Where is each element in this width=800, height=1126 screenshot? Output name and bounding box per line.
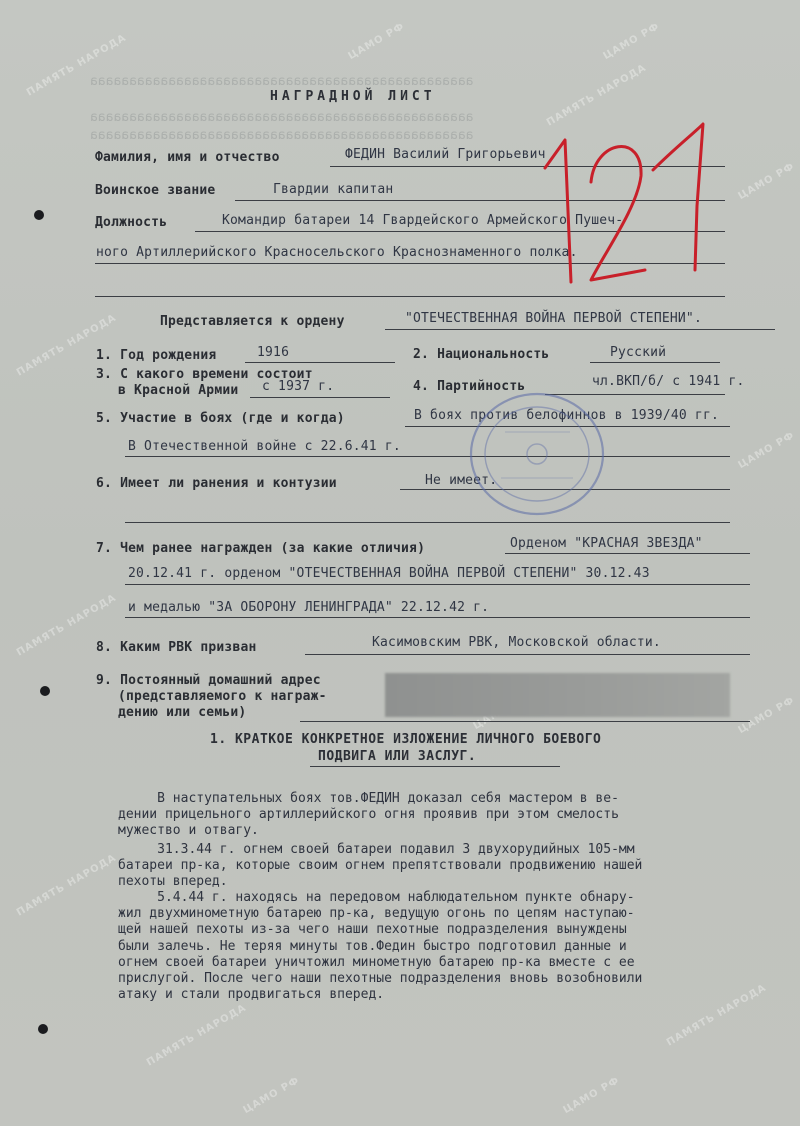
underline	[300, 721, 750, 722]
bleed-through-text: ааааааааааааааааааааааааааааааааааааааааааааааааа	[90, 110, 474, 125]
bleed-through-text: ааааааааааааааааааааааааааааааааааааааааааааааааа	[90, 74, 474, 89]
position-label: Должность	[95, 215, 168, 230]
underline	[305, 654, 750, 655]
watermark: ЦАМО РФ	[346, 20, 407, 63]
underline	[125, 617, 750, 618]
underline	[590, 362, 720, 363]
army-label-1: 3. С какого времени состоит	[96, 367, 313, 382]
battles-value-2: В Отечественной войне с 22.6.41 г.	[128, 439, 401, 454]
nationality-label: 2. Национальность	[413, 347, 550, 362]
underline	[310, 766, 560, 767]
watermark: ПАМЯТЬ НАРОДА	[544, 62, 649, 129]
watermark: ПАМЯТЬ НАРОДА	[664, 982, 769, 1049]
position-value-1: Командир батареи 14 Гвардейского Армейского Пушеч-	[222, 213, 624, 228]
underline	[385, 329, 775, 330]
section-heading-2: ПОДВИГА ИЛИ ЗАСЛУГ.	[318, 749, 477, 764]
order-label: Представляется к ордену	[160, 314, 345, 329]
name-value: ФЕДИН Василий Григорьевич	[345, 147, 546, 162]
party-label: 4. Партийность	[413, 379, 526, 394]
narrative-paragraph-2: 31.3.44 г. огнем своей батареи подавил 3 двухорудийных 105-мм батареи пр-ка, которые своим огнем препятствовали продвижению нашей пехоты вперед.	[118, 842, 643, 890]
underline	[95, 296, 725, 297]
awards-value-1: Орденом "КРАСНАЯ ЗВЕЗДА"	[510, 536, 703, 551]
name-label: Фамилия, имя и отчество	[95, 150, 280, 165]
address-label-3: дению или семьи)	[118, 705, 247, 720]
punch-hole	[40, 686, 50, 696]
army-label-2: в Красной Армии	[118, 383, 239, 398]
underline	[125, 522, 730, 523]
underline	[505, 553, 750, 554]
round-stamp	[465, 392, 615, 522]
battles-label: 5. Участие в боях (где и когда)	[96, 411, 345, 426]
narrative-paragraph-1: В наступательных боях тов.ФЕДИН доказал себя мастером в ве- дении прицельного артиллерийского огня проявив при этом смелость мужество и отвагу.	[118, 791, 619, 839]
watermark: ЦАМО РФ	[736, 429, 797, 472]
address-label-2: (представляемого к награж-	[118, 689, 327, 704]
order-value: "ОТЕЧЕСТВЕННАЯ ВОЙНА ПЕРВОЙ СТЕПЕНИ".	[405, 311, 702, 326]
party-value: чл.ВКП/б/ с 1941 г.	[592, 374, 745, 389]
watermark: ЦАМО РФ	[561, 1074, 622, 1117]
awards-value-3: и медалью "ЗА ОБОРОНУ ЛЕНИНГРАДА" 22.12.42 г.	[128, 600, 490, 615]
rvk-label: 8. Каким РВК призван	[96, 640, 257, 655]
section-heading-1: 1. КРАТКОЕ КОНКРЕТНОЕ ИЗЛОЖЕНИЕ ЛИЧНОГО БОЕВОГО	[210, 732, 602, 747]
underline	[125, 456, 730, 457]
position-value-2: ного Артиллерийского Красносельского Краснознаменного полка.	[96, 245, 578, 260]
rvk-value: Касимовским РВК, Московской области.	[372, 635, 661, 650]
underline	[250, 397, 390, 398]
handwritten-number	[525, 110, 725, 290]
watermark: ЦАМО РФ	[736, 160, 797, 203]
awards-label: 7. Чем ранее награжден (за какие отличия)	[96, 541, 426, 556]
narrative-paragraph-3: 5.4.44 г. находясь на передовом наблюдательном пункте обнару- жил двухминометную батарею пр-ка, ведущую огонь по цепям наступаю- щей нашей пехоты из-за чего наши пехотные подразделения вынуждены были залечь. Не теряя минуты тов.Федин быстро подготовил данные и огнем своей батареи уничтожил минометную батарею пр-ка вместе с ее прислугой. После чего наши пехотные подразделения вновь возобновили атаку и стали продвигаться вперед.	[118, 890, 643, 1003]
redacted-address	[385, 673, 730, 717]
birth-value: 1916	[257, 345, 290, 360]
watermark: ЦАМО РФ	[736, 694, 797, 737]
punch-hole	[38, 1024, 48, 1034]
birth-label: 1. Год рождения	[96, 348, 217, 363]
underline	[125, 584, 750, 585]
rank-label: Воинское звание	[95, 183, 216, 198]
watermark: ПАМЯТЬ НАРОДА	[24, 32, 129, 99]
punch-hole	[34, 210, 44, 220]
bleed-through-text: ааааааааааааааааааааааааааааааааааааааааааааааааа	[90, 128, 474, 143]
rank-value: Гвардии капитан	[273, 182, 394, 197]
watermark: ЦАМО РФ	[241, 1074, 302, 1117]
awards-value-2: 20.12.41 г. орденом "ОТЕЧЕСТВЕННАЯ ВОЙНА ПЕРВОЙ СТЕПЕНИ" 30.12.43	[128, 566, 650, 581]
nationality-value: Русский	[610, 345, 667, 360]
battles-value-1: В боях против белофиннов в 1939/40 гг.	[414, 408, 720, 423]
document-title: НАГРАДНОЙ ЛИСТ	[270, 89, 436, 104]
watermark: ЦАМО РФ	[601, 20, 662, 63]
underline	[245, 362, 395, 363]
army-value: с 1937 г.	[262, 379, 335, 394]
watermark: ПАМЯТЬ НАРОДА	[144, 1002, 249, 1069]
wounds-value: Не имеет.	[425, 473, 498, 488]
watermark: ПАМЯТЬ НАРОДА	[14, 852, 119, 919]
watermark: ПАМЯТЬ НАРОДА	[14, 312, 119, 379]
address-label-1: 9. Постоянный домашний адрес	[96, 673, 321, 688]
watermark: ПАМЯТЬ НАРОДА	[14, 592, 119, 659]
wounds-label: 6. Имеет ли ранения и контузии	[96, 476, 337, 491]
